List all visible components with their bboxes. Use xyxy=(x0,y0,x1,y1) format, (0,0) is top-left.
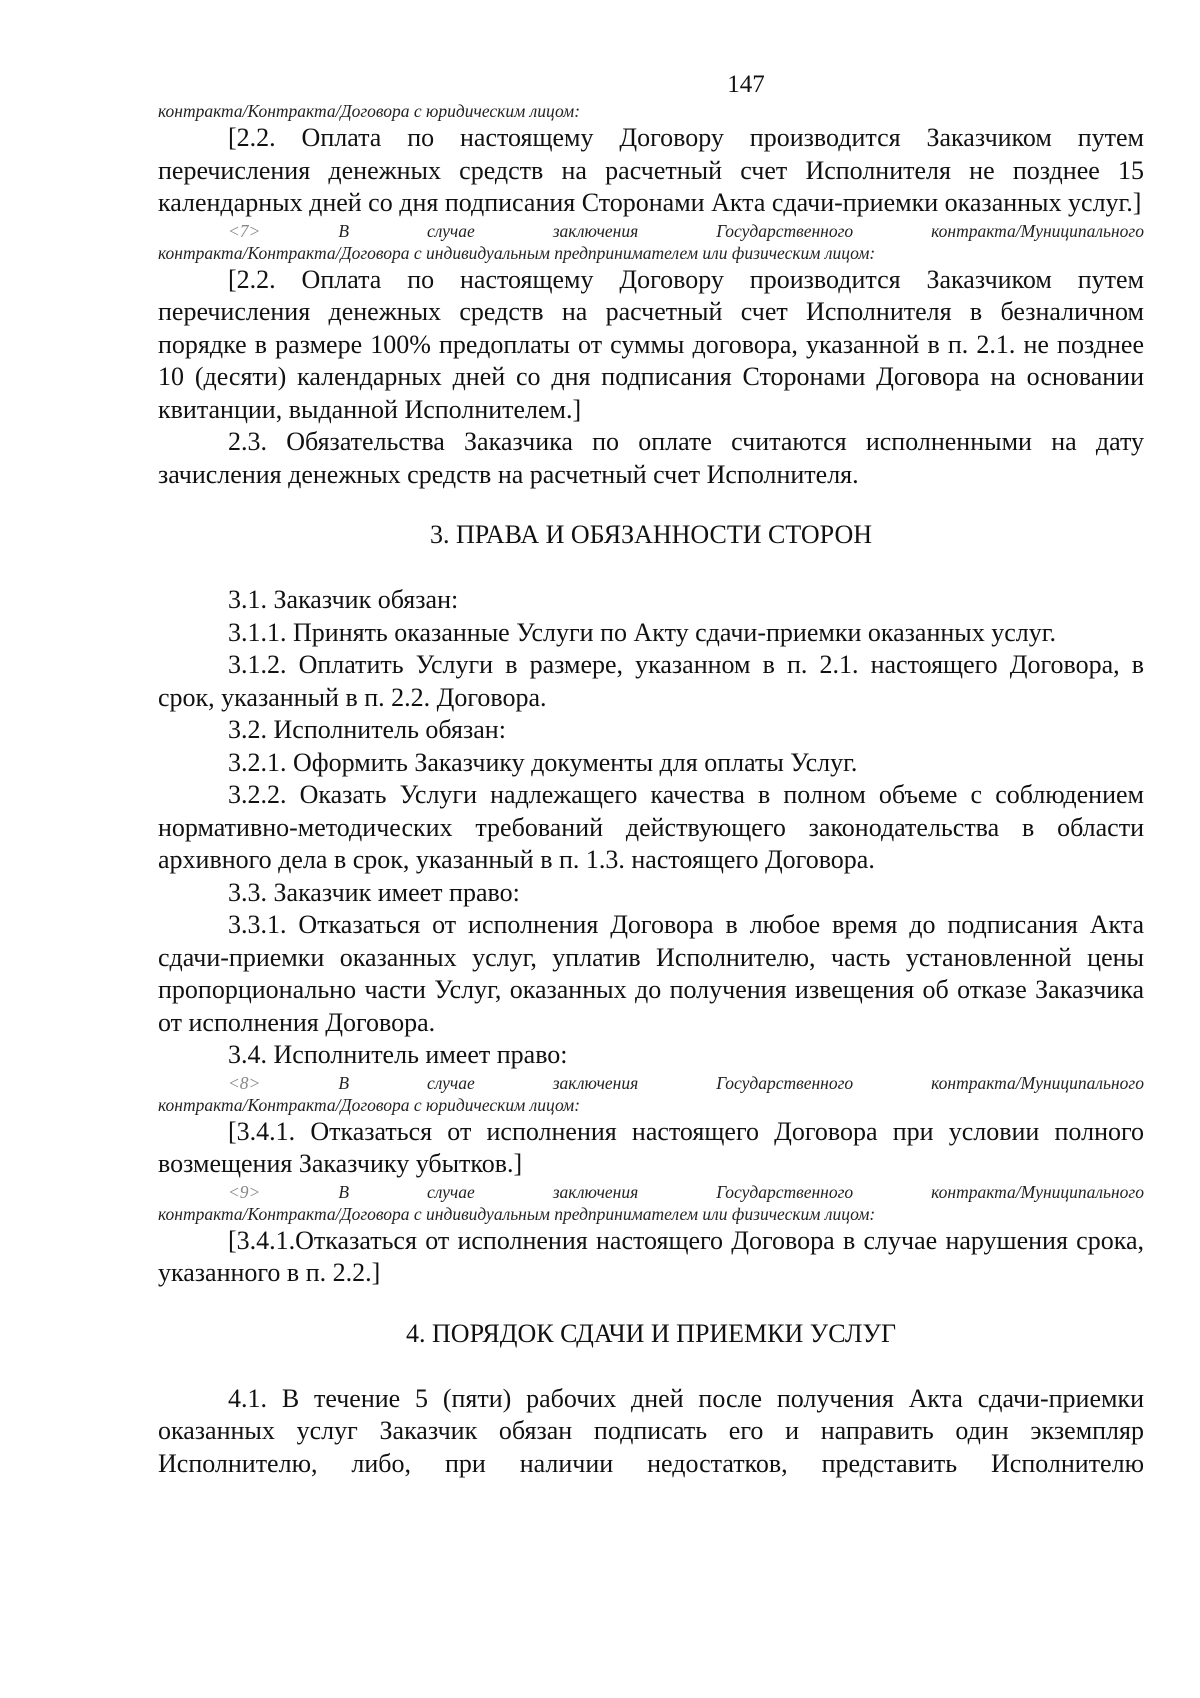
section-heading-4: 4. ПОРЯДОК СДАЧИ И ПРИЕМКИ УСЛУГ xyxy=(406,1318,896,1348)
paragraph-3-2: 3.2. Исполнитель обязан: xyxy=(228,715,506,744)
paragraph-3-1: 3.1. Заказчик обязан: xyxy=(228,585,459,614)
paragraph-3-1-1: 3.1.1. Принять оказанные Услуги по Акту сдачи-приемки оказанных услуг. xyxy=(228,617,1057,647)
paragraph-3-4-1-individual: [3.4.1.Отказаться от исполнения настоящего Договора в случае нарушения срока, указанного в п. 2.2.] xyxy=(158,1225,1144,1287)
footnote-text: контракта/Контракта/Договора с индивидуальным предпринимателем или физическим лицом: xyxy=(158,1203,876,1224)
footnote-marker: <7> xyxy=(228,220,261,241)
paragraph-2-3: 2.3. Обязательства Заказчика по оплате считаются исполненными на дату зачисления денежных средств на расчетный счет Исполнителя. xyxy=(158,427,1144,489)
footnote-text: контракта/Контракта/Договора с юридическим лицом: xyxy=(158,101,581,121)
footnote-7 xyxy=(158,220,1144,242)
paragraph-3-4-1-legal: [3.4.1. Отказаться от исполнения настоящего Договора при условии полного возмещения Заказчику убытков.] xyxy=(158,1116,1144,1178)
footnote-text: контракта/Контракта/Договора с юридическим лицом: xyxy=(158,1094,581,1115)
footnote-text: В случае заключения Государственного контракта/Муниципального xyxy=(338,1181,1145,1202)
footnote-8 xyxy=(158,1072,1144,1094)
paragraph-3-3: 3.3. Заказчик имеет право: xyxy=(228,877,520,907)
footnote-9 xyxy=(158,1181,1144,1203)
paragraph-2-2-individual: [2.2. Оплата по настоящему Договору производится Заказчиком путем перечисления денежных средств на расчетный счет Исполнителя в безналичном порядке в размере 100% предоплаты от суммы договора, указанной в п. 2.1. не позднее 10 (десяти) календарных дней со дня подписания Сторонами Договора на основании квитанции, выданной Исполнителем.] xyxy=(158,264,1144,424)
paragraph-3-2-1: 3.2.1. Оформить Заказчику документы для оплаты Услуг. xyxy=(228,747,858,777)
paragraph-3-2-2: 3.2.2. Оказать Услуги надлежащего качества в полном объеме с соблюдением нормативно-методических требований действующего законодательства в области архивного дела в срок, указанный в п. 1.3. настоящего Договора. xyxy=(158,780,1144,874)
paragraph-2-2-legal: [2.2. Оплата по настоящему Договору производится Заказчиком путем перечисления денежных средств на расчетный счет Исполнителя не позднее 15 календарных дней со дня подписания Сторонами Акта сдачи-приемки оказанных услуг.] xyxy=(158,123,1144,217)
section-heading-3: 3. ПРАВА И ОБЯЗАННОСТИ СТОРОН xyxy=(429,520,873,549)
footnote-text: контракта/Контракта/Договора с индивидуальным предпринимателем или физическим лицом: xyxy=(158,242,876,263)
footnote-marker: <8> xyxy=(228,1072,261,1093)
footnote-text: В случае заключения Государственного контракта/Муниципального xyxy=(338,220,1145,241)
footnote-marker: <9> xyxy=(228,1181,261,1202)
paragraph-3-1-2: 3.1.2. Оплатить Услуги в размере, указанном в п. 2.1. настоящего Договора, в срок, указанный в п. 2.2. Договора. xyxy=(158,650,1144,712)
footnote-text: В случае заключения Государственного контракта/Муниципального xyxy=(338,1072,1145,1093)
paragraph-3-3-1: 3.3.1. Отказаться от исполнения Договора в любое время до подписания Акта сдачи-приемки оказанных услуг, уплатив Исполнителю, часть установленной цены пропорционально части Услуг, оказанных до получения извещения об отказе Заказчика от исполнения Договора. xyxy=(158,910,1144,1037)
document-page xyxy=(158,70,1144,1480)
page-number: 147 xyxy=(727,71,765,98)
paragraph-3-4: 3.4. Исполнитель имеет право: xyxy=(228,1040,568,1069)
paragraph-4-1: 4.1. В течение 5 (пяти) рабочих дней после получения Акта сдачи-приемки оказанных услуг Заказчик обязан подписать его и направить один экземпляр Исполнителю, либо, при наличии недостатков, представить Исполнителю xyxy=(158,1383,1144,1478)
